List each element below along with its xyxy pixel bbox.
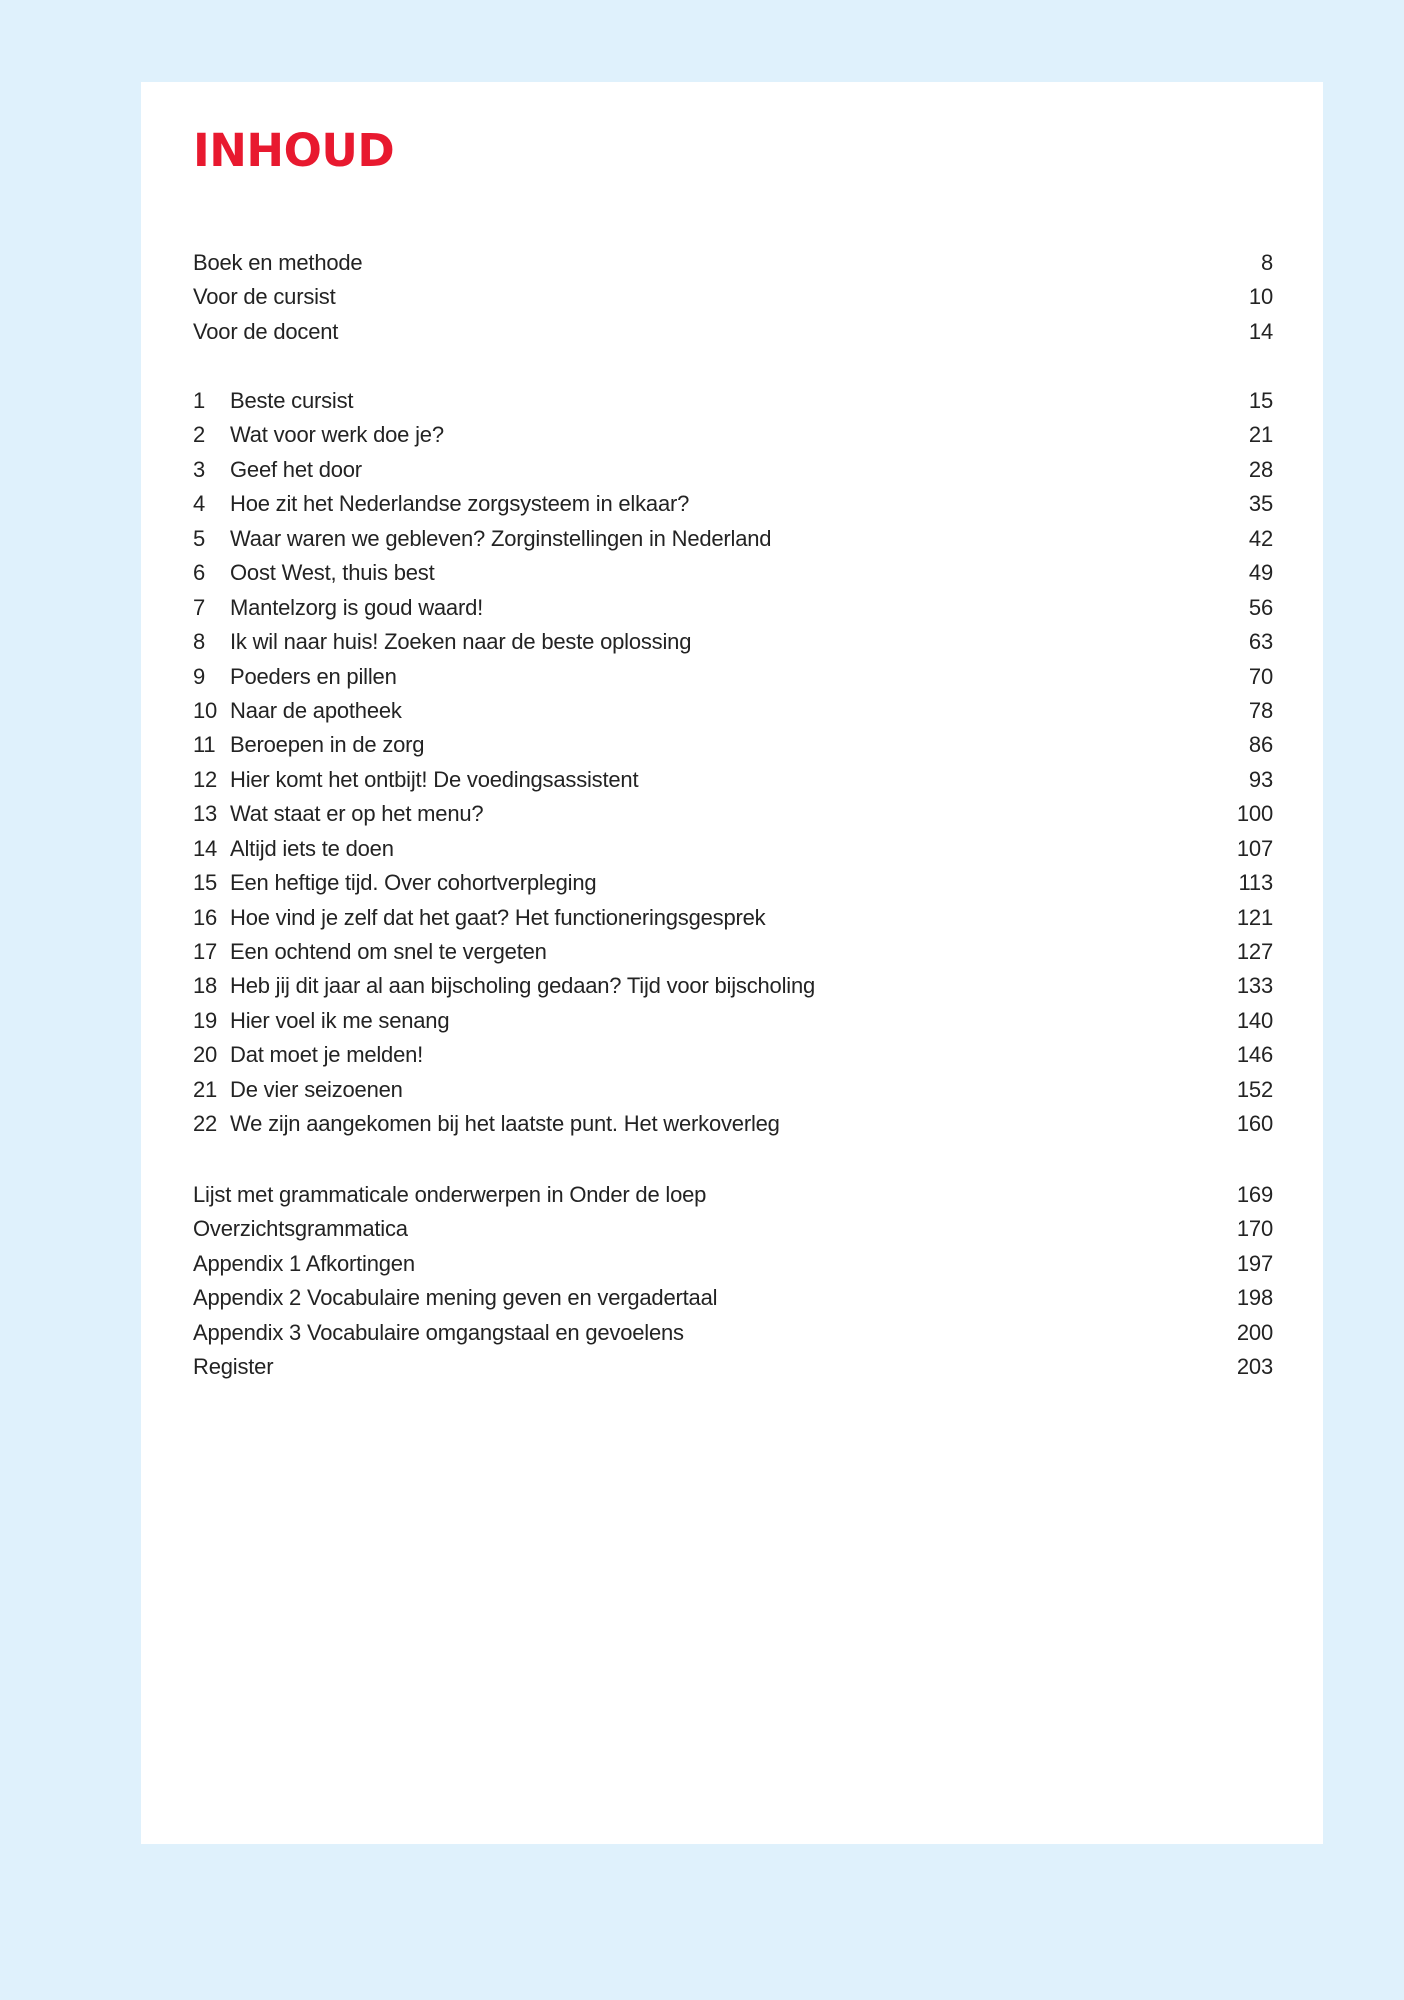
chapter-title: Ik wil naar huis! Zoeken naar de beste oplossing	[230, 629, 692, 655]
toc-chapter-entry[interactable]	[193, 1038, 1273, 1072]
toc-chapter-entry[interactable]	[193, 591, 1273, 625]
chapter-page: 146	[1236, 1042, 1273, 1068]
chapter-number: 2	[193, 422, 206, 448]
toc-chapter-entry[interactable]	[193, 694, 1273, 728]
toc-entry[interactable]	[193, 1316, 1273, 1350]
chapter-title: Altijd iets te doen	[230, 835, 394, 861]
chapter-page: 28	[1248, 456, 1273, 482]
chapter-title: Naar de apotheek	[230, 697, 402, 723]
toc-entry-page: 198	[1236, 1285, 1273, 1311]
chapter-page: 42	[1248, 525, 1273, 551]
toc-entry-page: 197	[1236, 1250, 1273, 1276]
toc-chapter-entry[interactable]	[193, 487, 1273, 521]
chapter-page: 127	[1236, 939, 1273, 964]
chapter-page: 35	[1248, 491, 1273, 517]
chapter-title: Wat staat er op het menu?	[230, 801, 484, 827]
toc-chapter-entry[interactable]	[193, 763, 1273, 797]
toc-entry[interactable]	[193, 1350, 1273, 1384]
toc-chapter-entry[interactable]	[193, 522, 1273, 556]
toc-back-matter	[193, 1178, 1273, 1385]
chapter-title: Hoe zit het Nederlandse zorgsysteem in elkaar?	[230, 491, 690, 517]
toc-entry-label: Appendix 1 Afkortingen	[193, 1250, 415, 1276]
toc-entry-label: Voor de docent	[193, 318, 339, 344]
chapter-title: Dat moet je melden!	[230, 1042, 424, 1068]
chapter-page: 21	[1248, 422, 1273, 448]
chapter-title: Hier komt het ontbijt! De voedingsassistent	[230, 766, 639, 792]
chapter-title: Hier voel ik me senang	[230, 1007, 450, 1033]
chapter-number: 7	[193, 594, 206, 620]
toc-chapter-entry[interactable]	[193, 418, 1273, 452]
toc-entry-label: Appendix 2 Vocabulaire mening geven en vergadertaal	[193, 1285, 718, 1311]
chapter-number: 21	[193, 1076, 218, 1102]
chapter-title: Hoe vind je zelf dat het gaat? Het functioneringsgesprek	[230, 904, 766, 930]
chapter-number: 18	[193, 973, 218, 999]
toc-chapter-entry[interactable]	[193, 1107, 1273, 1141]
toc-entry-page: 10	[1248, 284, 1273, 310]
chapter-number: 20	[193, 1042, 218, 1068]
chapter-title: We zijn aangekomen bij het laatste punt. Het werkoverleg	[230, 1111, 780, 1137]
chapter-title: Oost West, thuis best	[230, 560, 435, 586]
chapter-number: 22	[193, 1111, 218, 1137]
toc-entry-page: 8	[1260, 250, 1273, 275]
chapter-title: Poeders en pillen	[230, 663, 397, 689]
toc-chapter-entry[interactable]	[193, 660, 1273, 694]
chapter-number: 16	[193, 904, 218, 930]
chapter-page: 56	[1248, 594, 1273, 620]
toc-entry[interactable]	[193, 246, 1273, 280]
chapter-page: 49	[1248, 560, 1273, 586]
page-title: INHOUD	[193, 124, 395, 177]
chapter-title: Beroepen in de zorg	[230, 732, 425, 758]
toc-entry[interactable]	[193, 1212, 1273, 1246]
chapter-page: 63	[1248, 629, 1273, 655]
toc-chapter-entry[interactable]	[193, 1073, 1273, 1107]
chapter-number: 15	[193, 870, 218, 896]
toc-entry[interactable]	[193, 280, 1273, 314]
chapter-number: 10	[193, 697, 218, 723]
chapter-page: 70	[1248, 663, 1273, 689]
chapter-number: 3	[193, 456, 206, 482]
chapter-number: 17	[193, 939, 218, 964]
toc-entry-page: 169	[1236, 1182, 1273, 1207]
chapter-title: Beste cursist	[230, 388, 354, 413]
chapter-number: 5	[193, 525, 206, 551]
chapter-title: De vier seizoenen	[230, 1076, 403, 1102]
chapter-page: 107	[1236, 835, 1273, 861]
chapter-page: 86	[1248, 732, 1273, 758]
toc-chapter-entry[interactable]	[193, 556, 1273, 590]
toc-entry-label: Boek en methode	[193, 250, 363, 275]
toc-front-matter	[193, 246, 1273, 349]
chapter-number: 1	[193, 388, 206, 413]
toc-chapter-entry[interactable]	[193, 453, 1273, 487]
toc-chapter-entry[interactable]	[193, 797, 1273, 831]
chapter-title: Een heftige tijd. Over cohortverpleging	[230, 870, 597, 896]
chapter-title: Geef het door	[230, 456, 362, 482]
toc-chapter-entry[interactable]	[193, 901, 1273, 935]
toc-entry-label: Overzichtsgrammatica	[193, 1216, 408, 1242]
toc-chapters	[193, 384, 1273, 1142]
chapter-title: Heb jij dit jaar al aan bijscholing gedaan? Tijd voor bijscholing	[230, 973, 816, 999]
chapter-title: Wat voor werk doe je?	[230, 422, 444, 448]
toc-entry-label: Appendix 3 Vocabulaire omgangstaal en gevoelens	[193, 1319, 684, 1345]
chapter-number: 12	[193, 766, 218, 792]
toc-entry-page: 170	[1236, 1216, 1273, 1242]
chapter-page: 93	[1248, 766, 1273, 792]
toc-entry-label: Register	[193, 1354, 274, 1380]
chapter-page: 121	[1236, 904, 1273, 930]
toc-entry[interactable]	[193, 315, 1273, 349]
chapter-page: 140	[1236, 1007, 1273, 1033]
chapter-page: 152	[1236, 1076, 1273, 1102]
chapter-number: 9	[193, 663, 206, 689]
chapter-page: 15	[1248, 388, 1273, 413]
toc-chapter-entry[interactable]	[193, 625, 1273, 659]
toc-chapter-entry[interactable]	[193, 866, 1273, 900]
chapter-page: 100	[1236, 801, 1273, 827]
chapter-page: 133	[1236, 973, 1273, 999]
toc-chapter-entry[interactable]	[193, 969, 1273, 1003]
chapter-page: 113	[1238, 870, 1273, 896]
chapter-number: 19	[193, 1007, 218, 1033]
toc-entry[interactable]	[193, 1178, 1273, 1212]
chapter-title: Waar waren we gebleven? Zorginstellingen in Nederland	[230, 525, 772, 551]
chapter-page: 160	[1236, 1111, 1273, 1137]
toc-entry-page: 14	[1248, 318, 1273, 344]
toc-entry-label: Voor de cursist	[193, 284, 336, 310]
chapter-number: 11	[193, 732, 216, 758]
toc-entry-label: Lijst met grammaticale onderwerpen in Onder de loep	[193, 1182, 707, 1207]
toc-entry[interactable]	[193, 1281, 1273, 1315]
chapter-number: 8	[193, 629, 206, 655]
chapter-number: 4	[193, 491, 206, 517]
toc-chapter-entry[interactable]	[193, 832, 1273, 866]
page-panel	[141, 82, 1323, 1844]
toc-entry-page: 203	[1236, 1354, 1273, 1380]
chapter-number: 13	[193, 801, 218, 827]
toc-chapter-entry[interactable]	[193, 384, 1273, 418]
chapter-title: Mantelzorg is goud waard!	[230, 594, 484, 620]
toc-entry[interactable]	[193, 1247, 1273, 1281]
toc-chapter-entry[interactable]	[193, 728, 1273, 762]
chapter-page: 78	[1248, 697, 1273, 723]
chapter-title: Een ochtend om snel te vergeten	[230, 939, 547, 964]
toc-chapter-entry[interactable]	[193, 1004, 1273, 1038]
chapter-number: 14	[193, 835, 218, 861]
toc-chapter-entry[interactable]	[193, 935, 1273, 969]
chapter-number: 6	[193, 560, 206, 586]
toc-entry-page: 200	[1236, 1319, 1273, 1345]
